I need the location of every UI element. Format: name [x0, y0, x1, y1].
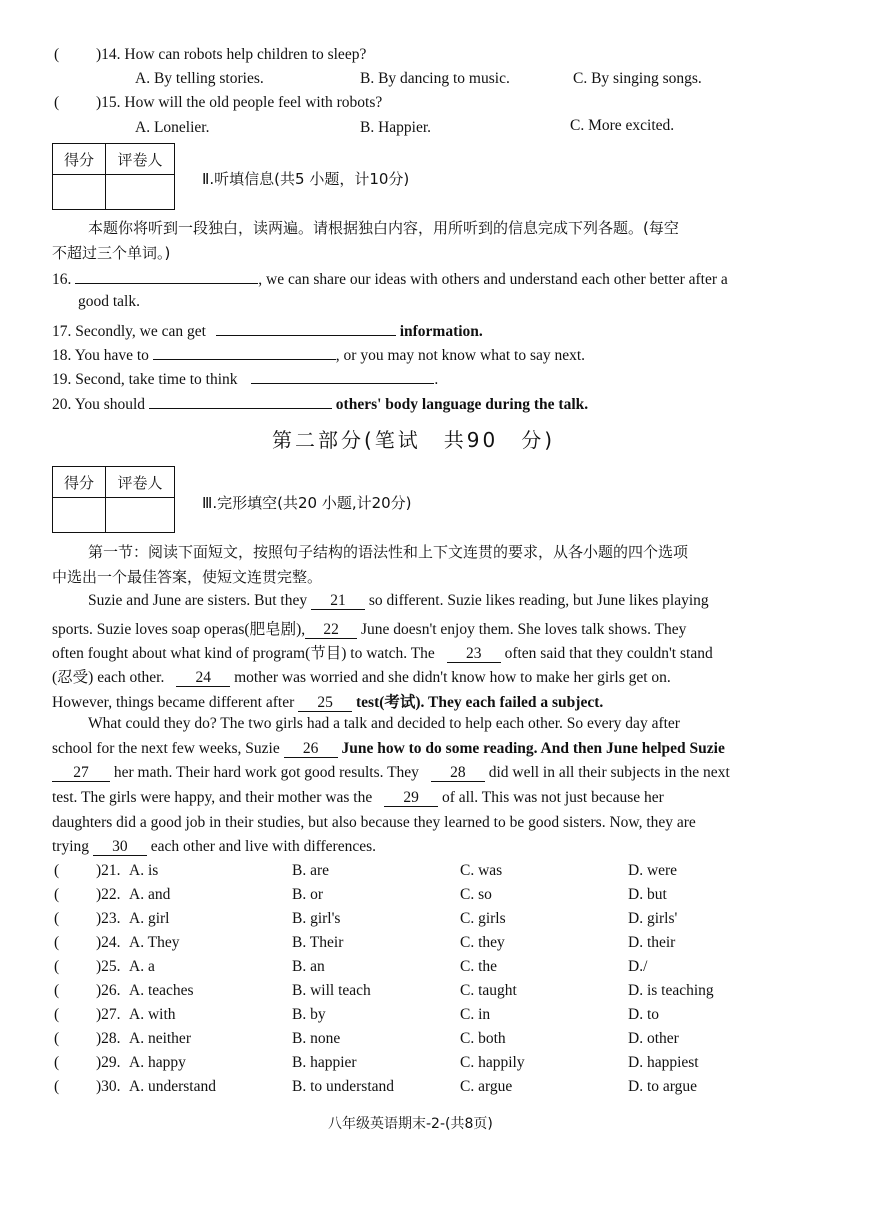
option-c: C. was [460, 862, 503, 879]
option-a: A. neither [129, 1030, 191, 1047]
passage-text: However, things became different after [52, 694, 295, 711]
section3-instructions-line2: 中选出一个最佳答案，使短文连贯完整。 [52, 568, 323, 586]
q15-paren-open: ( [54, 94, 60, 111]
option-b: B. are [292, 862, 330, 879]
passage-line-7 [52, 740, 725, 758]
passage-text: did well in all their subjects in the next [488, 764, 730, 781]
score-label: 得分 [53, 467, 106, 498]
item-17-number: 17. [52, 323, 72, 340]
q15-stem [96, 94, 382, 112]
option-a: A. understand [129, 1078, 216, 1095]
passage-text: school for the next few weeks, Suzie [52, 740, 280, 757]
option-c: C. girls [460, 910, 506, 927]
blank-26[interactable]: 26 [284, 740, 338, 758]
passage-text: mother was worried and she didn't know how to make her girls get on. [234, 669, 671, 686]
option-d: D. other [628, 1030, 679, 1047]
item-17 [52, 318, 483, 341]
option-c: C. happily [460, 1054, 525, 1071]
item-16-number: 16. [52, 271, 72, 288]
option-c: C. so [460, 886, 492, 903]
question-number: )22. [96, 886, 121, 903]
answer-paren[interactable]: ( [54, 982, 60, 999]
part2-title: 第二部分(笔试 共90 分) [272, 428, 556, 452]
passage-text: test. The girls were happy, and their mother was the [52, 789, 373, 806]
option-d: D. girls' [628, 910, 678, 927]
option-b: B. an [292, 958, 325, 975]
option-a: A. girl [129, 910, 170, 927]
q14-option-b: B. By dancing to music. [360, 70, 510, 87]
answer-paren[interactable]: ( [54, 1054, 60, 1071]
score-box-section3 [52, 466, 175, 533]
blank-28[interactable]: 28 [431, 764, 485, 782]
blank-23[interactable]: 23 [447, 645, 501, 663]
item-18 [52, 342, 585, 365]
question-number: )29. [96, 1054, 121, 1071]
question-number: )28. [96, 1030, 121, 1047]
blank-24[interactable]: 24 [176, 669, 230, 687]
q15-option-c: C. More excited. [570, 117, 675, 134]
option-a: A. is [129, 862, 159, 879]
grader-label: 评卷人 [106, 144, 175, 175]
option-a: A. They [129, 934, 180, 951]
option-c: C. both [460, 1030, 506, 1047]
option-b: B. or [292, 886, 323, 903]
passage-line-5 [52, 690, 603, 712]
page-footer: 八年级英语期末-2-(共8页) [328, 1116, 493, 1132]
option-b: B. girl's [292, 910, 341, 927]
item-19-after: . [434, 371, 439, 388]
passage-text: of all. This was not just because her [442, 789, 664, 806]
answer-paren[interactable]: ( [54, 862, 60, 879]
option-c: C. in [460, 1006, 491, 1023]
passage-text: often said that they couldn't stand [504, 645, 713, 662]
passage-text: Suzie and June are sisters. But they [88, 592, 308, 609]
item-16 [52, 266, 728, 289]
score-cell[interactable] [53, 175, 106, 210]
passage-line-9 [52, 789, 664, 807]
passage-text: each other and live with differences. [150, 838, 377, 855]
option-a: A. and [129, 886, 171, 903]
blank-30[interactable]: 30 [93, 838, 147, 856]
passage-line-1 [88, 592, 709, 610]
passage-text: June doesn't enjoy them. She loves talk shows. They [361, 621, 687, 638]
question-number: )21. [96, 862, 121, 879]
section2-instructions-line2: 不超过三个单词。) [52, 244, 171, 262]
option-a: A. happy [129, 1054, 186, 1071]
question-number: )24. [96, 934, 121, 951]
answer-paren[interactable]: ( [54, 1030, 60, 1047]
q14-option-c: C. By singing songs. [573, 70, 702, 87]
passage-line-8 [52, 764, 730, 782]
item-18-before: You have to [74, 347, 149, 364]
question-number: )23. [96, 910, 121, 927]
option-c: C. taught [460, 982, 517, 999]
question-number: )25. [96, 958, 121, 975]
answer-paren[interactable]: ( [54, 886, 60, 903]
passage-text: often fought about what kind of program(节目) to watch. The [52, 645, 435, 662]
passage-line-2 [52, 617, 686, 639]
option-b: B. will teach [292, 982, 371, 999]
section3-instructions-line1: 第一节：阅读下面短文，按照句子结构的语法性和上下文连贯的要求，从各小题的四个选项 [88, 543, 689, 561]
item-16-continuation: good talk. [78, 293, 140, 310]
blank-29[interactable]: 29 [384, 789, 438, 807]
q14-paren-open: ( [54, 46, 60, 63]
option-c: C. they [460, 934, 505, 951]
score-cell[interactable] [53, 498, 106, 533]
q14-paren-close: ) [96, 46, 102, 63]
passage-line-4 [52, 665, 671, 687]
option-a: A. teaches [129, 982, 194, 999]
section2-instructions-line1: 本题你将听到一段独白，读两遍。请根据独白内容，用所听到的信息完成下列各题。(每空 [88, 219, 679, 237]
passage-line-3 [52, 641, 713, 663]
blank-21[interactable]: 21 [311, 592, 365, 610]
item-19 [52, 366, 438, 389]
item-16-blank[interactable] [75, 266, 258, 284]
option-b: B. Their [292, 934, 344, 951]
answer-paren[interactable]: ( [54, 910, 60, 927]
score-label: 得分 [53, 144, 106, 175]
score-box-section2 [52, 143, 175, 210]
question-number: )30. [96, 1078, 121, 1095]
option-d: D. but [628, 886, 667, 903]
q14-number: 14. [101, 46, 121, 63]
q15-question: How will the old people feel with robots? [124, 94, 383, 111]
option-b: B. by [292, 1006, 326, 1023]
q14-stem [96, 46, 366, 64]
section2-heading: Ⅱ.听填信息(共5 小题，计10分) [202, 170, 410, 188]
option-d: D. happiest [628, 1054, 699, 1071]
option-c: C. argue [460, 1078, 513, 1095]
section3-heading: Ⅲ.完形填空(共20 小题,计20分) [202, 494, 412, 512]
item-17-after: information. [399, 323, 483, 340]
option-b: B. happier [292, 1054, 357, 1071]
question-number: )27. [96, 1006, 121, 1023]
q15-option-a: A. Lonelier. [135, 119, 210, 136]
q15-number: 15. [101, 94, 121, 111]
option-d: D. to [628, 1006, 659, 1023]
passage-text: her math. Their hard work got good results. They [113, 764, 419, 781]
answer-paren[interactable]: ( [54, 1006, 60, 1023]
passage-text: so different. Suzie likes reading, but June likes playing [368, 592, 709, 609]
blank-22[interactable]: 22 [305, 621, 357, 639]
item-20-before: You should [74, 396, 146, 413]
question-number: )26. [96, 982, 121, 999]
passage-text: test(考试). They each failed a subject. [356, 694, 604, 711]
q15-paren-close: ) [96, 94, 102, 111]
item-18-blank[interactable] [153, 342, 336, 360]
blank-27[interactable]: 27 [52, 764, 110, 782]
option-d: D. is teaching [628, 982, 714, 999]
grader-label: 评卷人 [106, 467, 175, 498]
q15-option-b: B. Happier. [360, 119, 432, 136]
option-d: D./ [628, 958, 648, 975]
blank-25[interactable]: 25 [298, 694, 352, 712]
item-16-after: , we can share our ideas with others and understand each other better after a [258, 271, 728, 288]
item-20-number: 20. [52, 396, 72, 413]
item-17-before: Secondly, we can get [75, 323, 206, 340]
item-20-blank[interactable] [149, 391, 332, 409]
grader-cell[interactable] [106, 175, 175, 210]
grader-cell[interactable] [106, 498, 175, 533]
passage-line-11 [52, 838, 376, 856]
passage-text: June how to do some reading. And then June helped Suzie [341, 740, 725, 757]
answer-paren[interactable]: ( [54, 1078, 60, 1095]
answer-paren[interactable]: ( [54, 958, 60, 975]
item-19-blank[interactable] [251, 366, 434, 384]
passage-text: (忍受) each other. [52, 669, 165, 686]
option-d: D. were [628, 862, 678, 879]
item-17-blank[interactable] [216, 318, 396, 336]
item-19-before: Second, take time to think [75, 371, 238, 388]
option-d: D. their [628, 934, 676, 951]
q14-option-a: A. By telling stories. [135, 70, 264, 87]
answer-paren[interactable]: ( [54, 934, 60, 951]
item-20 [52, 391, 588, 414]
passage-text: sports. Suzie loves soap operas(肥皂剧), [52, 621, 306, 638]
option-b: B. to understand [292, 1078, 395, 1095]
item-19-number: 19. [52, 371, 72, 388]
option-d: D. to argue [628, 1078, 698, 1095]
passage-line-10: daughters did a good job in their studies, but also because they learned to be good sisters. Now, they are [52, 814, 696, 831]
option-a: A. a [129, 958, 155, 975]
passage-text: trying [52, 838, 90, 855]
q14-question: How can robots help children to sleep? [124, 46, 367, 63]
option-b: B. none [292, 1030, 341, 1047]
option-c: C. the [460, 958, 498, 975]
passage-line-6: What could they do? The two girls had a talk and decided to help each other. So every day after [88, 715, 680, 732]
item-18-number: 18. [52, 347, 72, 364]
item-18-after: , or you may not know what to say next. [335, 347, 586, 364]
item-20-after: others' body language during the talk. [335, 396, 589, 413]
option-a: A. with [129, 1006, 176, 1023]
